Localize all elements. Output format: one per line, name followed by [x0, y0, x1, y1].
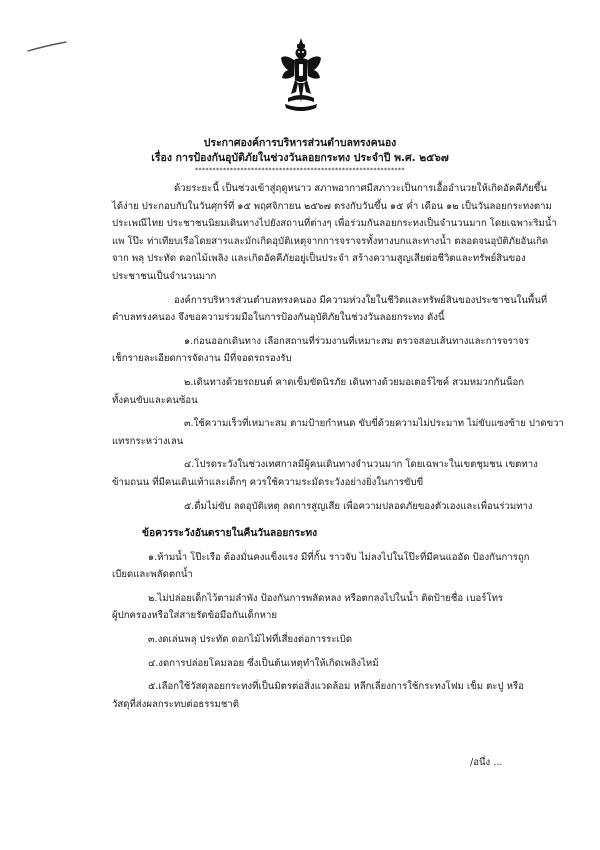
item-text: วัสดุที่ส่งผลกระทบต่อธรรมชาติ	[112, 698, 239, 710]
item-text: ๓.ใช้ความเร็วที่เหมาะสม ตามป้ายกำหนด ขับขี่ด้วยความไม่ประมาท ไม่ขับแซงซ้าย ปาดขวา	[184, 418, 564, 430]
item-text: ๓.งดเล่นพลุ ประทัด ดอกไม้ไฟที่เสี่ยงต่อการระเบิด	[148, 634, 353, 646]
item-text: แทรกระหว่างเลน	[112, 435, 184, 447]
item-text: ๑.ห้ามน้ำ โป๊ะเรือ ต้องมั่นคงแข็งแรง มีที่กั้น ราวจับ ไม่ลงไปในโป๊ะที่มีคนแออัด ป้องกันการถูก	[148, 551, 530, 563]
intro-paragraph	[112, 180, 557, 286]
text-line: ตำบลทรงคนอง จึงขอความร่วมมือในการป้องกันอุบัติภัยในช่วงวันลอยกระทง ดังนี้	[112, 312, 445, 324]
travel-item	[112, 498, 552, 516]
issuer-title: ประกาศองค์การบริหารส่วนตำบลทรงคนอง	[203, 137, 397, 149]
travel-item	[112, 415, 564, 450]
caution-item	[112, 678, 552, 713]
text-line: แพ โป๊ะ ท่าเทียบเรือโดยสารและมักเกิดอุบัติเหตุจากการจราจรทั้งทางบกและทางน้ำ ตลอดจนอุบัติภัยอันเกิด	[112, 235, 549, 247]
item-text: เบียดและพลัดตกน้ำ	[112, 569, 193, 581]
item-text: ๕.เลือกใช้วัสดุลอยกระทงที่เป็นมิตรต่อสิ่งแวดล้อม หลีกเลี่ยงการใช้กระทงโฟม เข็ม ตะปู หรือ	[148, 681, 524, 693]
item-text: ๒.เดินทางด้วยรถยนต์ คาดเข็มขัดนิรภัย เดินทางด้วยมอเตอร์ไซค์ สวมหมวกกันน็อก	[184, 376, 525, 388]
text-line: ประชาชนเป็นจำนวนมาก	[112, 270, 217, 282]
text-line: ด้วยระยะนี้ เป็นช่วงเข้าสู่ฤดูหนาว สภาพอากาศมีสภาวะเป็นการเอื้ออำนวยให้เกิดอัคคีภัยขึ้น	[174, 183, 547, 194]
text-line: องค์การบริหารส่วนตำบลทรงคนอง มีความห่วงใยในชีวิตและทรัพย์สินของประชาชนในพื้นที่	[174, 294, 548, 306]
item-text: เช็กรายละเอียดการจัดงาน มีที่จอดรถรองรับ	[112, 353, 292, 365]
caution-item	[112, 631, 552, 649]
item-text: ๔.โปรดระวังในช่วงเทศกาลมีผู้คนเดินทางจำนวนมาก โดยเฉพาะในเขตชุมชน เขตทาง	[184, 459, 538, 471]
item-text: ๑.ก่อนออกเดินทาง เลือกสถานที่ร่วมงานที่เหมาะสม ตรวจสอบเส้นทางและการจราจร	[184, 335, 529, 347]
caution-item	[112, 655, 552, 673]
announcement-header	[0, 136, 600, 175]
travel-item	[112, 374, 552, 409]
item-text: ทั้งคนขับและคนซ้อน	[112, 394, 198, 406]
announcement-body	[112, 180, 564, 713]
text-line: ประเพณีไทย ประชาชนนิยมเดินทางไปยังสถานที่ต่างๆ เพื่อร่วมกันลอยกระทงเป็นจำนวนมาก โดยเฉพาะริมน้ำ	[112, 218, 557, 230]
continuation-note: /อนึ่ง ...	[470, 757, 503, 768]
text-line: จาก พลุ ประทัด ดอกไม้เพลิง และเกิดอัคคีภัยอยู่เป็นประจำ สร้างความสูญเสียต่อชีวิตและทรัพย์สินของ	[112, 253, 526, 265]
travel-item	[112, 333, 552, 368]
header-divider: ************************************************************	[195, 167, 405, 174]
travel-item	[112, 456, 552, 491]
text-line: ได้ง่าย ประกอบกับในวันศุกร์ที่ ๑๕ พฤศจิกายน ๒๕๖๗ ตรงกับวันขึ้น ๑๕ ค่ำ เดือน ๑๒ เป็นวันลอยกระทงตาม	[112, 200, 552, 212]
item-text: ผู้ปกครองหรือใส่สายรัดข้อมือกันเด็กหาย	[112, 610, 277, 622]
item-text: ข้ามถนน ที่มีคนเดินเท้าและเด็กๆ ควรใช้ความระมัดระวังอย่างยิ่งในการขับขี่	[112, 476, 424, 488]
garuda-emblem-icon	[279, 36, 323, 118]
caution-item	[112, 549, 552, 584]
caution-heading: ข้อควรระวังอันตรายในคืนวันลอยกระทง	[142, 528, 318, 540]
concern-paragraph	[112, 292, 552, 327]
item-text: ๒.ไม่ปล่อยเด็กไว้ตามลำพัง ป้องกันการพลัดหลง หรือตกลงไปในน้ำ ติดป้ายชื่อ เบอร์โทร	[148, 592, 504, 604]
item-text: ๕.ดื่มไม่ขับ ลดอุบัติเหตุ ลดการสูญเสีย เพื่อความปลอดภัยของตัวเองและเพื่อนร่วมทาง	[184, 500, 533, 512]
pen-stroke-mark	[26, 40, 68, 54]
item-text: ๔.งดการปล่อยโคมลอย ซึ่งเป็นต้นเหตุทำให้เกิดเพลิงไหม้	[148, 657, 379, 669]
subject-title: เรื่อง การป้องกันอุบัติภัยในช่วงวันลอยกระทง ประจำปี พ.ศ. ๒๕๖๗	[151, 152, 449, 164]
caution-item	[112, 590, 552, 625]
